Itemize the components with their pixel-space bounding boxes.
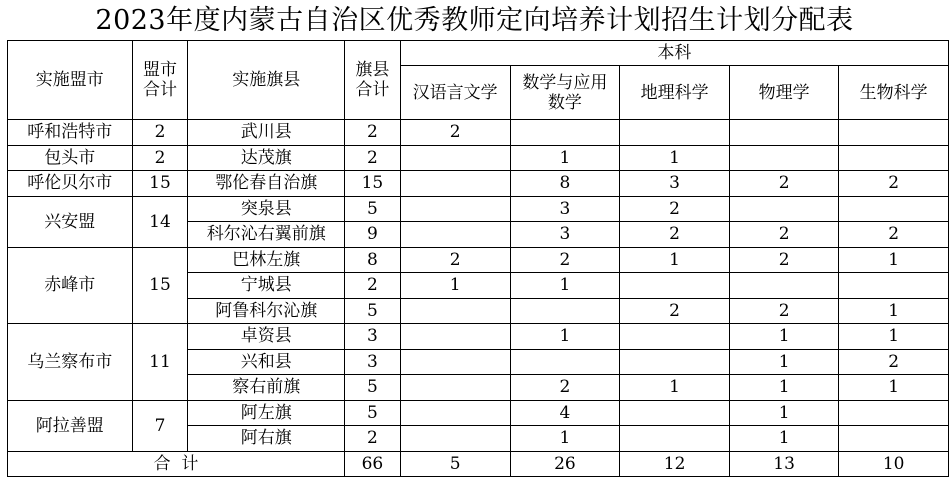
cell-biology: 1 [839,375,949,401]
totals-county: 66 [345,451,401,477]
league-total: 11 [132,324,188,401]
county-total: 5 [345,196,401,222]
county-total: 5 [345,400,401,426]
totals-math: 26 [510,451,620,477]
cell-biology: 2 [839,171,949,197]
county-total: 9 [345,222,401,248]
county-name: 巴林左旗 [188,247,345,273]
league-name: 赤峰市 [8,247,133,324]
cell-chinese [400,145,510,171]
county-name: 阿左旗 [188,400,345,426]
cell-chinese [400,298,510,324]
table-row [8,196,949,222]
league-total: 2 [132,145,188,171]
cell-geography: 2 [620,222,730,248]
allocation-table [7,40,949,477]
cell-math [510,120,620,146]
cell-chinese [400,171,510,197]
table-row [8,247,949,273]
county-name: 宁城县 [188,273,345,299]
county-total: 2 [345,426,401,452]
cell-physics: 1 [729,426,838,452]
cell-geography: 1 [620,145,730,171]
cell-physics: 1 [729,375,838,401]
county-name: 卓资县 [188,324,345,350]
county-name: 察右前旗 [188,375,345,401]
cell-chinese [400,375,510,401]
county-total: 2 [345,120,401,146]
totals-chinese: 5 [400,451,510,477]
cell-math: 1 [510,324,620,350]
cell-geography [620,324,730,350]
league-total: 7 [132,400,188,451]
cell-biology: 2 [839,222,949,248]
cell-biology: 1 [839,324,949,350]
header-subject-chinese: 汉语言文学 [400,66,510,120]
cell-math: 3 [510,196,620,222]
county-name: 科尔沁右翼前旗 [188,222,345,248]
cell-math: 4 [510,400,620,426]
cell-physics: 1 [729,400,838,426]
league-total: 15 [132,247,188,324]
cell-biology [839,145,949,171]
league-name: 呼伦贝尔市 [8,171,133,197]
cell-geography: 2 [620,298,730,324]
cell-chinese [400,400,510,426]
county-total: 5 [345,375,401,401]
cell-biology [839,400,949,426]
county-name: 突泉县 [188,196,345,222]
cell-physics: 1 [729,349,838,375]
cell-chinese [400,196,510,222]
table-row [8,171,949,197]
county-name: 兴和县 [188,349,345,375]
header-league: 实施盟市 [8,41,133,120]
cell-biology [839,426,949,452]
cell-physics: 2 [729,171,838,197]
header-county: 实施旗县 [188,41,345,120]
cell-geography [620,426,730,452]
cell-geography [620,349,730,375]
county-total: 3 [345,324,401,350]
header-subject-math: 数学与应用 数学 [510,66,620,120]
table-row [8,324,949,350]
county-total: 2 [345,273,401,299]
cell-math [510,298,620,324]
cell-math: 2 [510,375,620,401]
cell-physics [729,273,838,299]
cell-math: 1 [510,426,620,452]
cell-biology [839,120,949,146]
county-name: 阿右旗 [188,426,345,452]
county-name: 鄂伦春自治旗 [188,171,345,197]
cell-math: 1 [510,273,620,299]
league-total: 2 [132,120,188,146]
league-name: 兴安盟 [8,196,133,247]
totals-label: 合 计 [8,451,345,477]
county-total: 8 [345,247,401,273]
cell-chinese: 2 [400,247,510,273]
cell-geography [620,120,730,146]
county-total: 5 [345,298,401,324]
cell-geography: 2 [620,196,730,222]
header-subject-physics: 物理学 [729,66,838,120]
totals-row [8,451,949,477]
county-total: 15 [345,171,401,197]
cell-chinese [400,426,510,452]
cell-physics: 2 [729,222,838,248]
cell-geography [620,273,730,299]
totals-physics: 13 [729,451,838,477]
league-total: 15 [132,171,188,197]
cell-math: 8 [510,171,620,197]
cell-physics: 2 [729,298,838,324]
cell-math: 3 [510,222,620,248]
cell-geography: 1 [620,247,730,273]
cell-biology [839,196,949,222]
cell-biology: 1 [839,298,949,324]
table-row [8,120,949,146]
cell-biology [839,273,949,299]
county-name: 阿鲁科尔沁旗 [188,298,345,324]
cell-math: 2 [510,247,620,273]
county-total: 3 [345,349,401,375]
header-county-total: 旗县 合计 [345,41,401,120]
header-subject-biology: 生物科学 [839,66,949,120]
table-row [8,145,949,171]
totals-geography: 12 [620,451,730,477]
cell-math [510,349,620,375]
cell-physics [729,120,838,146]
cell-chinese: 1 [400,273,510,299]
league-name: 呼和浩特市 [8,120,133,146]
header-league-total: 盟市 合计 [132,41,188,120]
county-name: 达茂旗 [188,145,345,171]
cell-physics: 1 [729,324,838,350]
page-title: 2023年度内蒙古自治区优秀教师定向培养计划招生计划分配表 [95,5,854,36]
header-subject-geography: 地理科学 [620,66,730,120]
league-total: 14 [132,196,188,247]
cell-geography: 1 [620,375,730,401]
county-total: 2 [345,145,401,171]
league-name: 包头市 [8,145,133,171]
cell-biology: 2 [839,349,949,375]
cell-math: 1 [510,145,620,171]
cell-chinese [400,222,510,248]
totals-biology: 10 [839,451,949,477]
cell-geography: 3 [620,171,730,197]
cell-chinese [400,324,510,350]
cell-physics: 2 [729,247,838,273]
cell-biology: 1 [839,247,949,273]
cell-chinese [400,349,510,375]
header-undergrad: 本科 [400,41,948,66]
cell-physics [729,145,838,171]
cell-geography [620,400,730,426]
county-name: 武川县 [188,120,345,146]
cell-chinese: 2 [400,120,510,146]
league-name: 乌兰察布市 [8,324,133,401]
league-name: 阿拉善盟 [8,400,133,451]
cell-physics [729,196,838,222]
table-row [8,400,949,426]
